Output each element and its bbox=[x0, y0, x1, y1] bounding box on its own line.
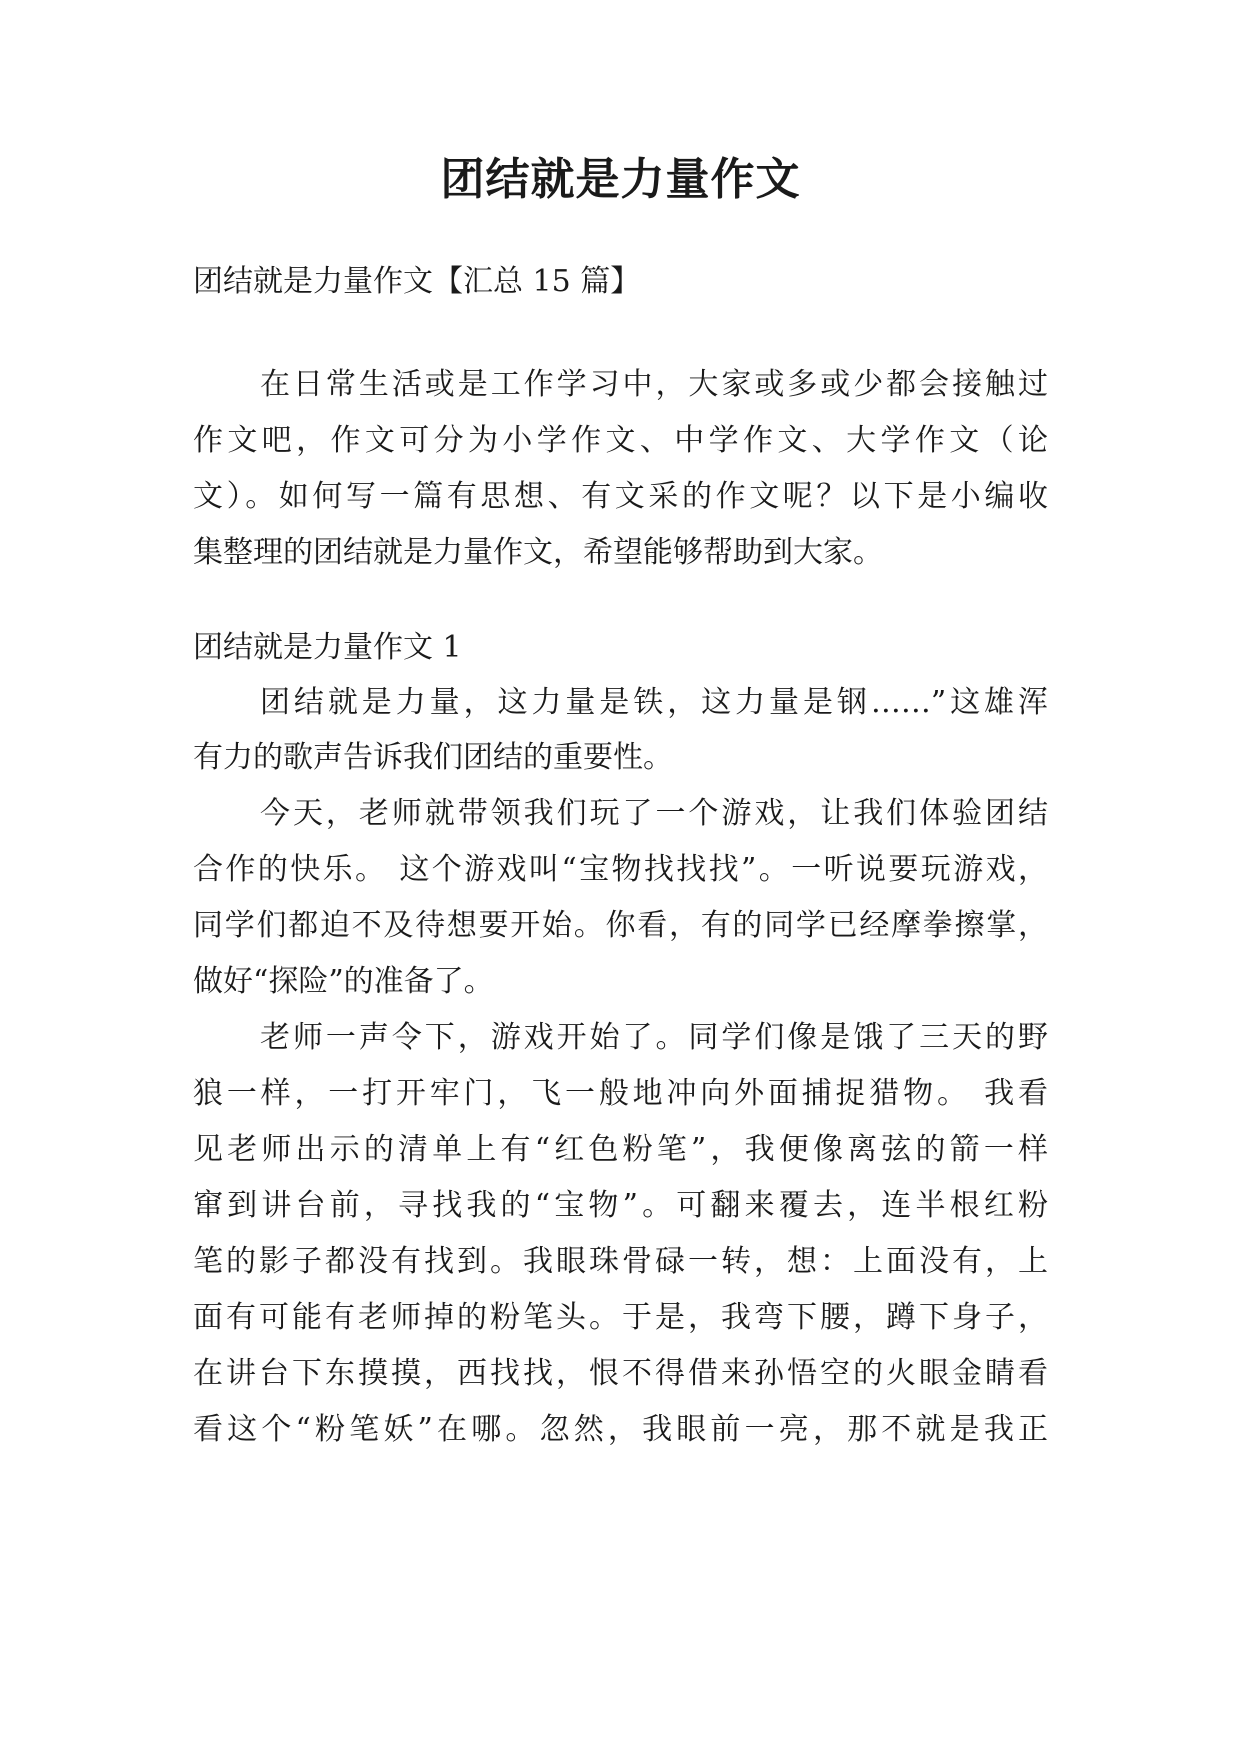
paragraph-line: 今天，老师就带领我们玩了一个游戏，让我们体验团结 bbox=[260, 796, 1048, 831]
paragraph-line: 团结就是力量，这力量是铁，这力量是钢……”这雄浑 bbox=[260, 685, 1048, 720]
intro-line: 集整理的团结就是力量作文，希望能够帮助到大家。 bbox=[193, 535, 883, 570]
paragraph-line: 做好“探险”的准备了。 bbox=[193, 964, 494, 999]
paragraph-line: 看这个“粉笔妖”在哪。忽然，我眼前一亮，那不就是我正 bbox=[193, 1412, 1048, 1447]
paragraph-line: 笔的影子都没有找到。我眼珠骨碌一转，想：上面没有，上 bbox=[193, 1244, 1048, 1279]
document-title: 团结就是力量作文 bbox=[440, 154, 801, 205]
paragraph-line: 有力的歌声告诉我们团结的重要性。 bbox=[193, 740, 673, 775]
paragraph-line: 同学们都迫不及待想要开始。你看，有的同学已经摩拳擦掌， bbox=[193, 908, 1048, 943]
paragraph-line: 在讲台下东摸摸，西找找，恨不得借来孙悟空的火眼金睛看 bbox=[193, 1356, 1048, 1391]
section-heading: 团结就是力量作文 1 bbox=[193, 630, 462, 665]
paragraph-line: 老师一声令下，游戏开始了。同学们像是饿了三天的野 bbox=[260, 1020, 1048, 1055]
paragraph-line: 狼一样，一打开牢门，飞一般地冲向外面捕捉猎物。 我看 bbox=[193, 1076, 1048, 1111]
intro-line: 在日常生活或是工作学习中，大家或多或少都会接触过 bbox=[260, 367, 1048, 402]
intro-line: 文）。如何写一篇有思想、有文采的作文呢？以下是小编收 bbox=[193, 479, 1048, 514]
paragraph-line: 见老师出示的清单上有“红色粉笔”，我便像离弦的箭一样 bbox=[193, 1132, 1048, 1167]
intro-line: 作文吧，作文可分为小学作文、中学作文、大学作文（论 bbox=[193, 423, 1048, 458]
paragraph-line: 合作的快乐。 这个游戏叫“宝物找找找”。一听说要玩游戏， bbox=[193, 852, 1048, 887]
paragraph-line: 窜到讲台前，寻找我的“宝物”。可翻来覆去，连半根红粉 bbox=[193, 1188, 1048, 1223]
document-subtitle: 团结就是力量作文【汇总 15 篇】 bbox=[193, 264, 641, 299]
paragraph-line: 面有可能有老师掉的粉笔头。于是，我弯下腰，蹲下身子， bbox=[193, 1300, 1048, 1335]
